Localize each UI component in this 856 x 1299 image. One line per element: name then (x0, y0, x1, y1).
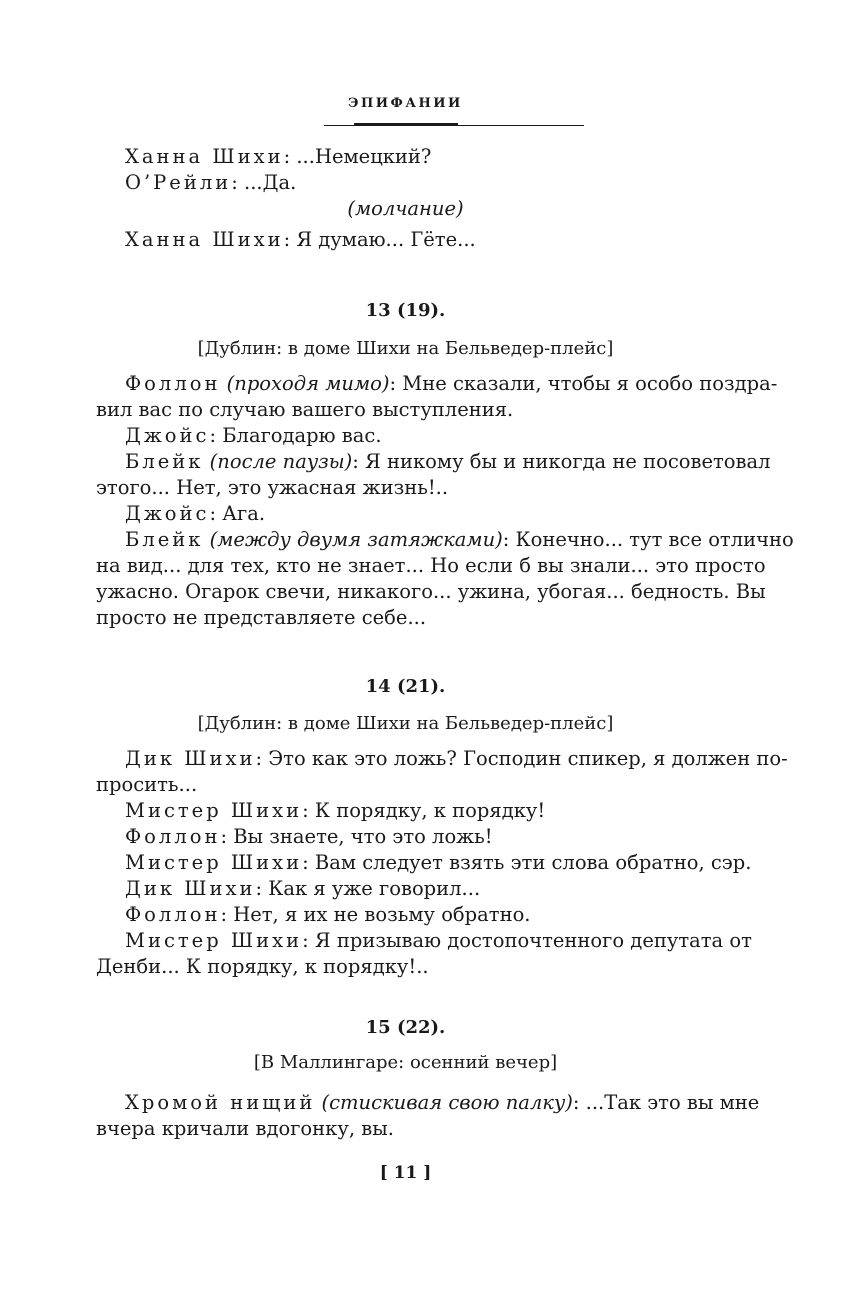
speech-text: : ...Да. (231, 171, 297, 194)
dialogue-line (96, 824, 715, 850)
dialogue-line (96, 423, 715, 449)
speech-text: : Мне сказали, чтобы я особо поздра- (389, 372, 778, 395)
section-heading: 13 (19). (365, 300, 446, 321)
speech-text: : Я никому бы и никогда не посоветовал (352, 450, 771, 473)
speaker-name: Ханна Шихи (125, 145, 284, 168)
speaker-name: Джойс (125, 424, 210, 447)
dialogue-continuation: этого... Нет, это ужасная жизнь!.. (96, 476, 449, 499)
section-heading: 15 (22). (365, 1017, 446, 1038)
dialogue-line (96, 1090, 760, 1116)
speech-text: : Ага. (209, 502, 266, 525)
speech-text: : К порядку, к порядку! (302, 799, 546, 822)
dialogue-continuation: просить... (96, 773, 198, 796)
dialogue-line (96, 501, 715, 527)
place-note: [Дублин: в доме Шихи на Бельведер-плейс] (197, 713, 614, 734)
dialogue-line (96, 527, 794, 553)
speech-text: : Это как это ложь? Господин спикер, я должен по- (255, 747, 788, 770)
dialogue-line (96, 876, 715, 902)
speech-text: : Конечно... тут все отлично (502, 528, 794, 551)
stage-direction: (после паузы) (209, 450, 353, 473)
dialogue-line (96, 902, 715, 928)
speaker-name: Блейк (125, 450, 204, 473)
speaker-name: О’Рейли (125, 171, 232, 194)
running-head: ЭПИФАНИИ (348, 96, 463, 111)
stage-direction: (проходя мимо) (226, 372, 390, 395)
dialogue-continuation: вчера кричали вдогонку, вы. (96, 1117, 394, 1140)
stage-direction: (стискивая свою палку) (321, 1091, 573, 1114)
dialogue-continuation: Денби... К порядку, к порядку!.. (96, 955, 429, 978)
dialogue-continuation: на вид... для тех, кто не знает... Но если б вы знали... это просто (96, 554, 766, 577)
dialogue-line (96, 798, 715, 824)
speaker-name: Мистер Шихи (125, 799, 303, 822)
dialogue-line (96, 449, 771, 475)
dialogue-line (96, 227, 715, 253)
speaker-name: Фоллон (125, 825, 221, 848)
speech-text: : Я призываю достопочтенного депутата от (302, 929, 752, 952)
speaker-name: Фоллон (125, 372, 221, 395)
dialogue-continuation: вил вас по случаю вашего выступления. (96, 398, 514, 421)
speaker-name: Джойс (125, 502, 210, 525)
speech-text: : Вы знаете, что это ложь! (220, 825, 493, 848)
place-note: [В Маллингаре: осенний вечер] (253, 1052, 558, 1073)
speech-text: : Благодарю вас. (209, 424, 382, 447)
dialogue-line (96, 746, 788, 772)
speech-text: : Нет, я их не возьму обратно. (220, 903, 531, 926)
speech-text: : Вам следует взять эти слова обратно, сэр. (302, 851, 752, 874)
speech-text: : ...Так это вы мне (572, 1091, 760, 1114)
speaker-name: Мистер Шихи (125, 851, 303, 874)
page-number: [ 11 ] (379, 1163, 432, 1183)
dialogue-line (96, 850, 752, 876)
stage-direction: (между двумя затяжками) (209, 528, 503, 551)
dialogue-line (96, 170, 715, 196)
header-rule-thick (354, 123, 458, 126)
speech-text: : Как я уже говорил... (255, 877, 481, 900)
dialogue-continuation: просто не представляете себе... (96, 606, 427, 629)
dialogue-line (96, 371, 778, 397)
speech-text: : Я думаю... Гёте... (283, 228, 476, 251)
speaker-name: Мистер Шихи (125, 929, 303, 952)
speaker-name: Дик Шихи (125, 747, 256, 770)
speaker-name: Блейк (125, 528, 204, 551)
place-note: [Дублин: в доме Шихи на Бельведер-плейс] (197, 338, 614, 359)
stage-direction: (молчание) (347, 197, 464, 220)
dialogue-line (96, 144, 715, 170)
speaker-name: Хромой нищий (125, 1091, 316, 1114)
speaker-name: Фоллон (125, 903, 221, 926)
speaker-name: Ханна Шихи (125, 228, 284, 251)
speaker-name: Дик Шихи (125, 877, 256, 900)
speech-text: : ...Немецкий? (283, 145, 432, 168)
dialogue-line (96, 928, 752, 954)
dialogue-continuation: ужасно. Огарок свечи, никакого... ужина, убогая... бедность. Вы (96, 580, 766, 603)
section-heading: 14 (21). (365, 676, 446, 697)
